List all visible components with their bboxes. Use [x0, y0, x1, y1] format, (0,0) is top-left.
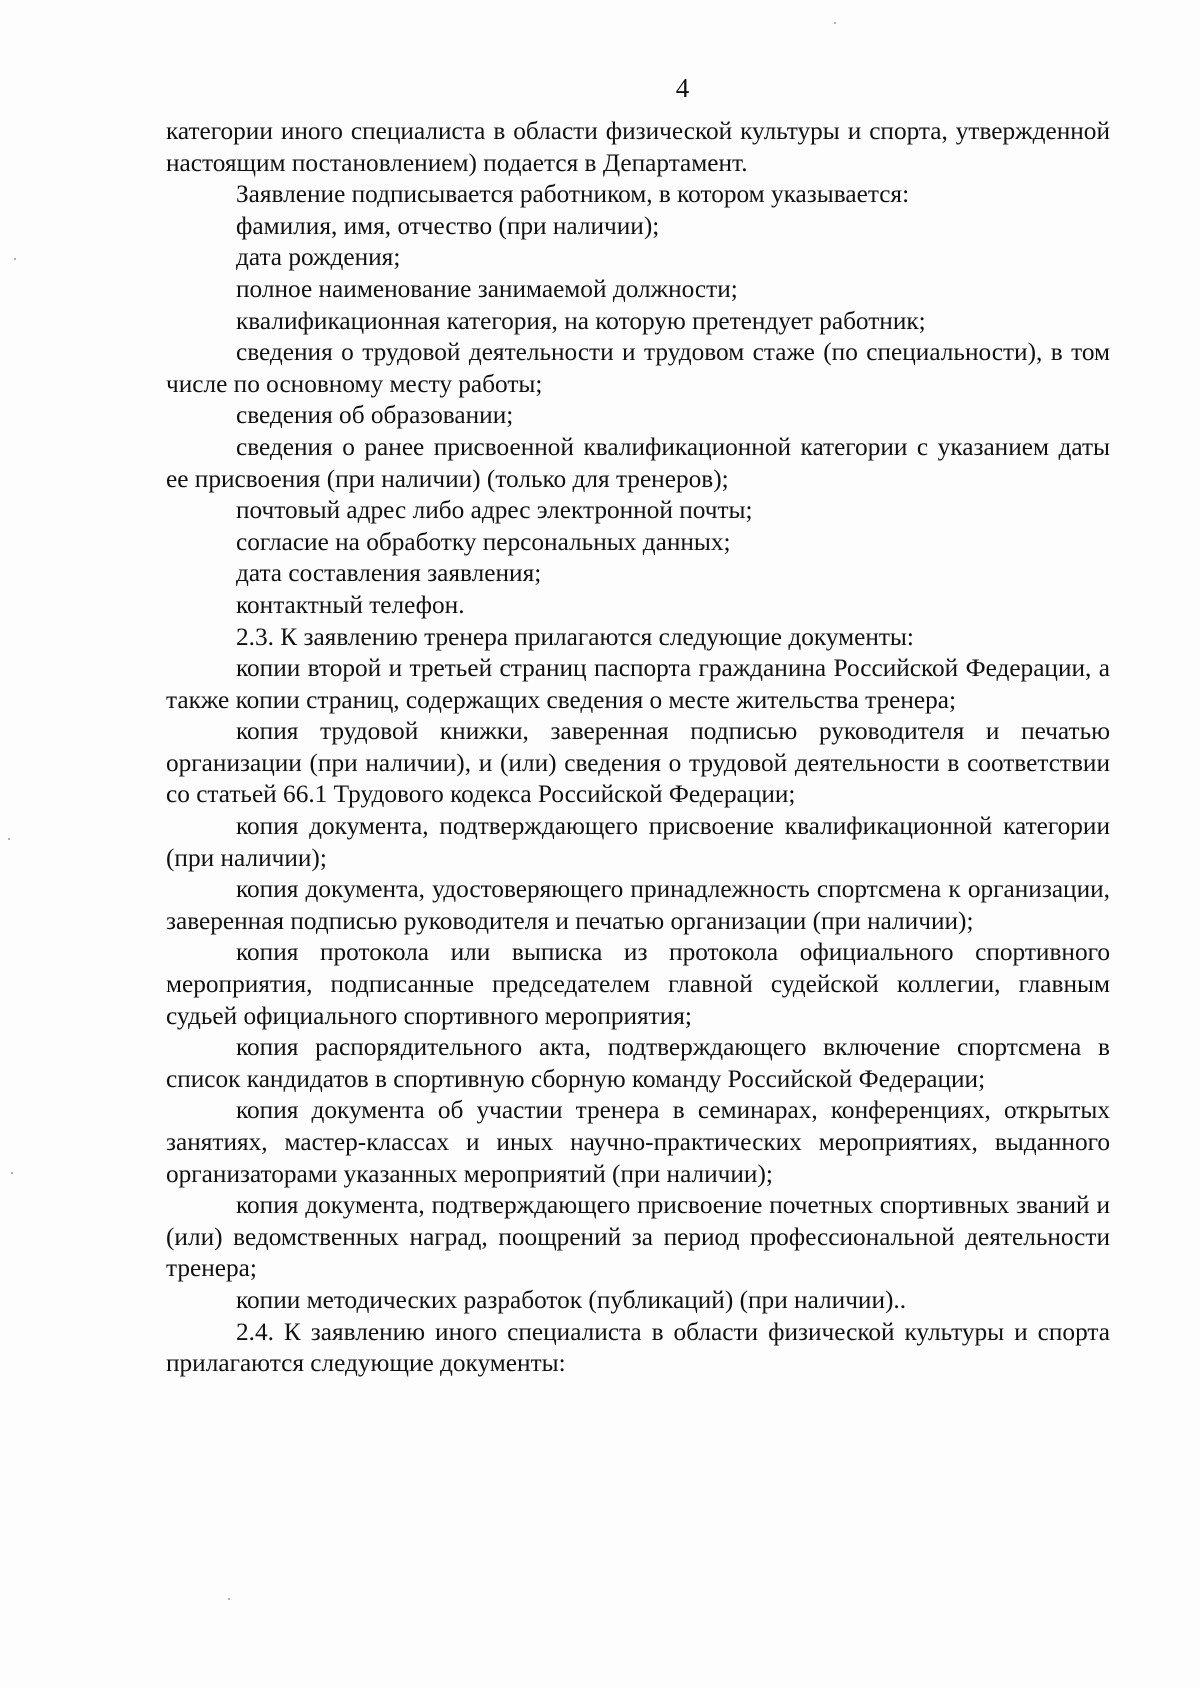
list-item-honorary-titles: копия документа, подтверждающего присвоение почетных спортивных званий и (или) ведомственных наград, поощрений за период профессиональной деятельности тренера;: [166, 1191, 1110, 1283]
list-item-national-team-act: копия распорядительного акта, подтверждающего включение спортсмена в список кандидатов в спортивную сборную команду Российской Федерации;: [166, 1033, 1110, 1093]
list-item-publications: копии методических разработок (публикаций) (при наличии)..: [236, 1285, 907, 1314]
list-item-birth-date: дата рождения;: [236, 243, 401, 272]
list-item-athlete-affiliation: копия документа, удостоверяющего принадлежность спортсмена к организации, заверенная подписью руководителя и печатью организации (при наличии);: [166, 875, 1110, 935]
list-item-education: сведения об образовании;: [236, 401, 514, 430]
scan-speck: [228, 1598, 230, 1600]
list-item-application-date: дата составления заявления;: [236, 559, 542, 588]
page-number: 4: [675, 73, 690, 103]
list-item-position: полное наименование занимаемой должности;: [236, 274, 738, 303]
section-2-3-heading: 2.3. К заявлению тренера прилагаются следующие документы:: [236, 622, 914, 651]
document-body: [166, 116, 1110, 1380]
list-item-seminar-participation: копия документа об участии тренера в семинарах, конференциях, открытых занятиях, мастер-классах и иных научно-практических мероприятиях, выданного организаторами указанных мероприятий (при наличии);: [166, 1096, 1110, 1188]
list-item-address: почтовый адрес либо адрес электронной почты;: [236, 496, 753, 525]
list-item-category-document: копия документа, подтверждающего присвоение квалификационной категории (при наличии);: [166, 812, 1110, 872]
scan-speck: [834, 22, 836, 24]
scan-speck: [8, 838, 10, 840]
list-item-phone: контактный телефон.: [236, 590, 465, 619]
list-item-category: квалификационная категория, на которую претендует работник;: [236, 306, 926, 335]
list-item-previous-category: сведения о ранее присвоенной квалификационной категории с указанием даты ее присвоения (при наличии) (только для тренеров);: [166, 432, 1110, 493]
scan-speck: [14, 258, 16, 260]
list-item-competition-protocol: копия протокола или выписка из протокола официального спортивного мероприятия, подписанные председателем главной судейской коллегии, главным судьей официального спортивного мероприятия;: [166, 938, 1110, 1030]
scan-speck: [11, 1172, 13, 1174]
list-item-consent: согласие на обработку персональных данных;: [236, 527, 731, 556]
list-item-work-experience: сведения о трудовой деятельности и трудовом стаже (по специальности), в том числе по основному месту работы;: [166, 338, 1110, 398]
list-item-employment-record: копия трудовой книжки, заверенная подписью руководителя и печатью организации (при наличии), и (или) сведения о трудовой деятельности в соответствии со статьей 66.1 Трудового кодекса Российской Федерации;: [166, 717, 1110, 809]
list-item-full-name: фамилия, имя, отчество (при наличии);: [236, 211, 660, 240]
paragraph-application-signed: Заявление подписывается работником, в котором указывается:: [236, 180, 910, 209]
section-2-4-heading: 2.4. К заявлению иного специалиста в области физической культуры и спорта прилагаются следующие документы:: [166, 1317, 1110, 1378]
list-item-passport-copies: копии второй и третьей страниц паспорта гражданина Российской Федерации, а также копии страниц, содержащих сведения о месте жительства тренера;: [166, 654, 1110, 714]
paragraph-continuation: категории иного специалиста в области физической культуры и спорта, утвержденной настоящим постановлением) подается в Департамент.: [166, 117, 1110, 177]
